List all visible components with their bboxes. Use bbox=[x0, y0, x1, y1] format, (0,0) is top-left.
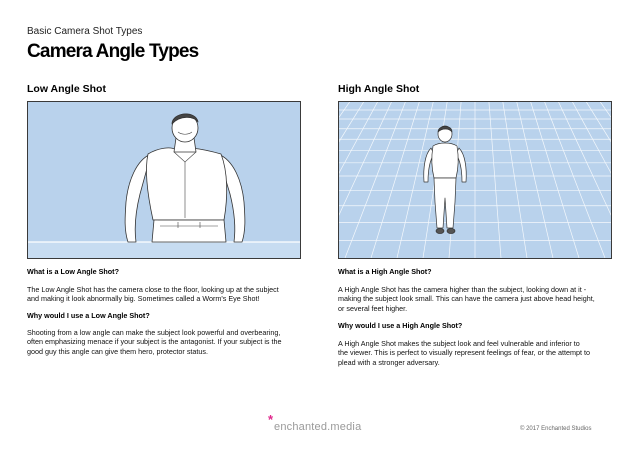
high-angle-answer-2-line: A High Angle Shot makes the subject look and feel vulnerable and inferior to bbox=[338, 339, 580, 348]
copyright: © 2017 Enchanted Studios bbox=[520, 426, 592, 432]
low-angle-question-1: What is a Low Angle Shot? bbox=[27, 267, 119, 276]
page-title: Camera Angle Types bbox=[27, 41, 199, 62]
high-angle-answer-2-line: plead with a stronger adversary. bbox=[338, 357, 440, 367]
high-angle-question-2: Why would I use a High Angle Shot? bbox=[338, 321, 463, 330]
low-angle-answer-2-line: good guy this angle can give them hero, protector status. bbox=[27, 346, 208, 356]
high-angle-answer-2 bbox=[338, 339, 610, 367]
low-angle-answer-2-line: Shooting from a low angle can make the subject look powerful and overbearing, bbox=[27, 328, 281, 337]
high-angle-answer-1-line: A High Angle Shot has the camera higher than the subject, looking down at it - bbox=[338, 285, 587, 294]
high-angle-heading: High Angle Shot bbox=[338, 83, 420, 95]
high-angle-illustration bbox=[338, 101, 612, 259]
low-angle-question-2: Why would I use a Low Angle Shot? bbox=[27, 311, 150, 320]
low-angle-answer-1-line: The Low Angle Shot has the camera close to the floor, looking up at the subject bbox=[27, 285, 279, 294]
low-angle-answer-2-line: often emphasizing menace if your subject is the antagonist. If your subject is the bbox=[27, 337, 282, 347]
high-angle-answer-1-line: making the subject look small. This can have the camera just above head height, bbox=[338, 294, 595, 304]
high-angle-answer-2-line: the viewer. This is perfect to visually represent feelings of fear, or the attempt to bbox=[338, 348, 590, 358]
high-angle-question-1: What is a High Angle Shot? bbox=[338, 267, 432, 276]
page-subtitle: Basic Camera Shot Types bbox=[27, 26, 143, 37]
high-angle-answer-1 bbox=[338, 285, 610, 313]
low-angle-heading: Low Angle Shot bbox=[27, 83, 106, 95]
high-angle-sketch bbox=[339, 102, 611, 258]
low-angle-answer-2 bbox=[27, 328, 299, 356]
low-angle-answer-1-line: and making it look abnormally big. Sometimes called a Worm's Eye Shot! bbox=[27, 294, 260, 304]
low-angle-illustration bbox=[27, 101, 301, 259]
high-angle-answer-1-line: or several feet higher. bbox=[338, 303, 408, 313]
brand-star-icon: * bbox=[268, 412, 274, 427]
low-angle-sketch bbox=[28, 102, 300, 258]
low-angle-answer-1 bbox=[27, 285, 299, 304]
brand-logo: enchanted.media bbox=[274, 421, 362, 433]
